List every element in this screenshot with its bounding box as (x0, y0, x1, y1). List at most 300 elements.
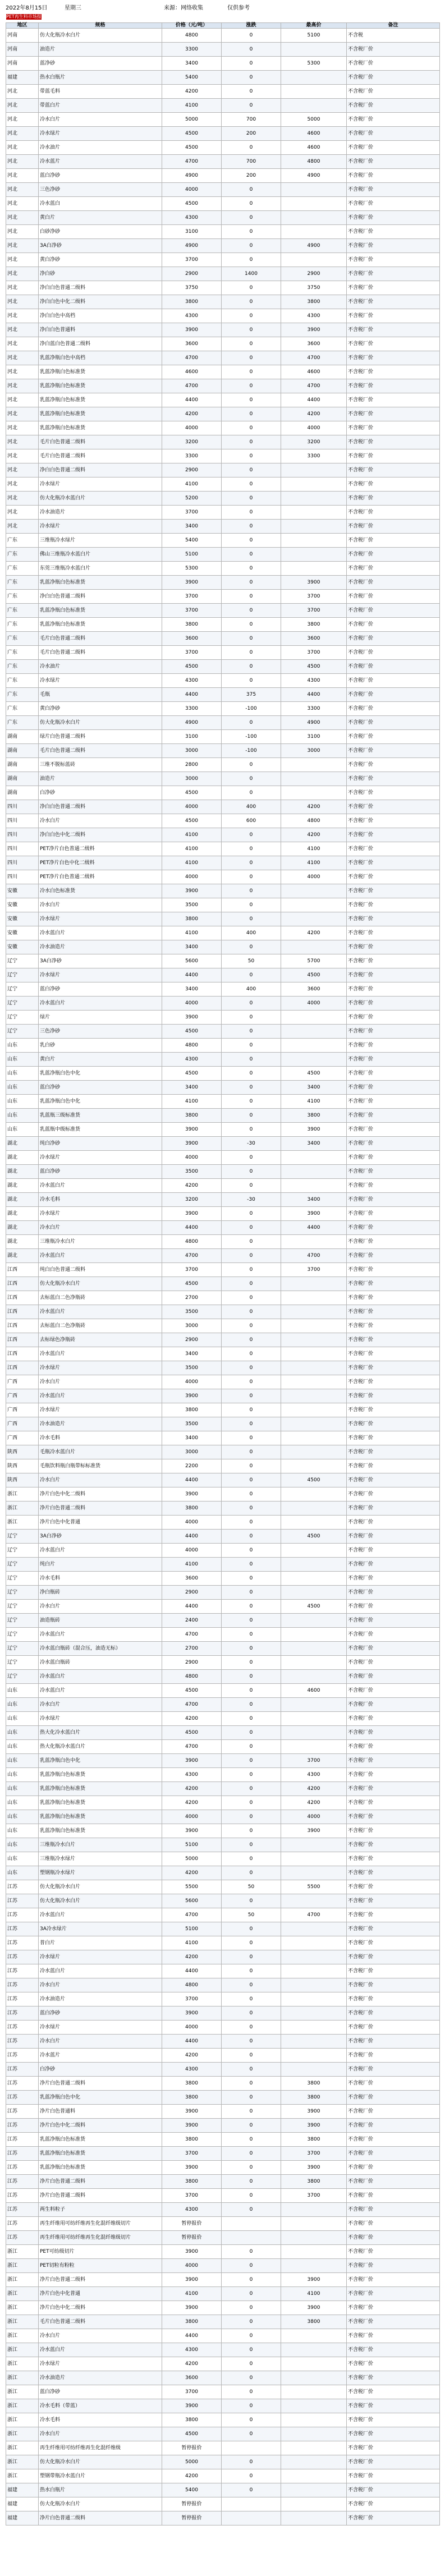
cell-spec: 乳蓝瓶三级标准货 (39, 1109, 162, 1123)
cell-remark: 不含税厂价 (347, 912, 440, 926)
cell-remark: 不含税厂价 (347, 1782, 440, 1796)
cell-spec: 油造片 (39, 772, 162, 786)
cell-spec: 乳蓝净瓶白色标准货 (39, 2147, 162, 2161)
cell-region: 安徽 (6, 940, 39, 954)
table-row (6, 2063, 440, 2077)
table-row (6, 1067, 440, 1081)
cell-max-price (281, 1053, 347, 1067)
cell-remark: 不含税厂价 (347, 898, 440, 912)
cell-spec: 蓝白净砂 (39, 169, 162, 183)
cell-max-price (281, 2441, 347, 2455)
cell-price: 4100 (162, 2287, 222, 2301)
table-row (6, 2511, 440, 2526)
cell-change: 0 (222, 1487, 281, 1501)
cell-remark: 不含税厂价 (347, 534, 440, 548)
cell-price: 4700 (162, 1908, 222, 1922)
cell-spec: 冷水白片 (39, 1221, 162, 1235)
cell-max-price (281, 2413, 347, 2427)
cell-spec: 冷水油片 (39, 660, 162, 674)
cell-change: 0 (222, 1978, 281, 1992)
cell-change: 0 (222, 1375, 281, 1389)
cell-change: 700 (222, 155, 281, 169)
cell-max-price: 4700 (281, 1249, 347, 1263)
cell-change: 0 (222, 2105, 281, 2119)
cell-region: 湖北 (6, 1179, 39, 1193)
table-row (6, 1544, 440, 1558)
cell-change: 0 (222, 1712, 281, 1726)
cell-price: 4000 (162, 800, 222, 814)
cell-price: 2400 (162, 1614, 222, 1628)
cell-region: 浙江 (6, 2329, 39, 2343)
cell-price: 3200 (162, 1193, 222, 1207)
cell-spec: 乳蓝净瓶白色标准货 (39, 2133, 162, 2147)
cell-change: 0 (222, 1852, 281, 1866)
table-row (6, 1922, 440, 1936)
cell-price: 3900 (162, 1011, 222, 1025)
cell-spec: 蓝白净砂 (39, 1081, 162, 1095)
cell-remark: 不含税厂价 (347, 1487, 440, 1501)
cell-change (222, 2511, 281, 2526)
cell-spec: 油造瓶砖 (39, 1614, 162, 1628)
table-row (6, 2399, 440, 2413)
cell-spec: 乳蓝净瓶白色标准货 (39, 576, 162, 590)
cell-region: 山东 (6, 1796, 39, 1810)
cell-max-price (281, 1572, 347, 1586)
cell-spec: 黄白净砂 (39, 702, 162, 716)
cell-price: 3700 (162, 646, 222, 660)
cell-region: 浙江 (6, 2245, 39, 2259)
cell-price: 4400 (162, 688, 222, 702)
cell-price: 3900 (162, 2161, 222, 2175)
cell-region: 辽宁 (6, 968, 39, 982)
cell-price: 3400 (162, 982, 222, 997)
cell-spec: 蓝白净砂 (39, 2006, 162, 2021)
cell-remark: 不含税厂价 (347, 407, 440, 421)
table-row (6, 1516, 440, 1530)
cell-spec: 净片白色普通二级料 (39, 2511, 162, 2526)
table-row (6, 29, 440, 43)
cell-max-price: 4000 (281, 421, 347, 435)
table-row (6, 1025, 440, 1039)
cell-region: 河北 (6, 267, 39, 281)
cell-remark: 不含税厂价 (347, 1123, 440, 1137)
cell-spec: 冷水蓝白片 (39, 1179, 162, 1193)
cell-spec: 冷水绿片 (39, 127, 162, 141)
table-row (6, 492, 440, 506)
cell-region: 福建 (6, 2511, 39, 2526)
cell-max-price (281, 1866, 347, 1880)
cell-spec: 冷水白片 (39, 2035, 162, 2049)
cell-price: 4700 (162, 351, 222, 365)
cell-region: 广东 (6, 688, 39, 702)
cell-spec: 三维瓶冷水绿片 (39, 1852, 162, 1866)
cell-change: 0 (222, 1389, 281, 1403)
cell-max-price (281, 1389, 347, 1403)
cell-change: 0 (222, 997, 281, 1011)
cell-max-price: 3700 (281, 604, 347, 618)
cell-price: 4900 (162, 169, 222, 183)
table-row (6, 295, 440, 309)
cell-spec: 净片白色中化二级料 (39, 2119, 162, 2133)
cell-remark: 不含税厂价 (347, 1586, 440, 1600)
cell-region: 江苏 (6, 1894, 39, 1908)
cell-max-price: 3700 (281, 1263, 347, 1277)
cell-max-price: 4700 (281, 351, 347, 365)
cell-spec: 乳蓝净瓶白色标准货 (39, 1824, 162, 1838)
cell-region: 山东 (6, 1768, 39, 1782)
cell-max-price (281, 2371, 347, 2385)
cell-max-price (281, 1516, 347, 1530)
cell-change: 0 (222, 477, 281, 492)
cell-remark: 不含税厂价 (347, 2273, 440, 2287)
table-row (6, 926, 440, 940)
cell-remark: 不含税厂价 (347, 1445, 440, 1459)
cell-max-price (281, 1487, 347, 1501)
cell-spec: 乳蓝净瓶白色标准货 (39, 1796, 162, 1810)
cell-spec: 冷水蓝白片 (39, 1684, 162, 1698)
table-row (6, 1193, 440, 1207)
cell-price: 2900 (162, 267, 222, 281)
cell-remark: 不含税厂价 (347, 674, 440, 688)
cell-remark: 不含税厂价 (347, 2385, 440, 2399)
cell-price: 4100 (162, 828, 222, 842)
cell-spec: 冷水绿片 (39, 2021, 162, 2035)
cell-spec: 冷水蓝白片 (39, 1628, 162, 1642)
cell-change: 0 (222, 1305, 281, 1319)
cell-remark: 不含税厂价 (347, 2203, 440, 2217)
cell-max-price: 3900 (281, 1824, 347, 1838)
cell-spec: 冷水蓝片 (39, 155, 162, 169)
cell-change: 0 (222, 870, 281, 884)
cell-remark: 不含税厂价 (347, 716, 440, 730)
table-row (6, 2441, 440, 2455)
cell-spec: 毛瓶饮料瓶白瓶带标标准货 (39, 1459, 162, 1473)
table-row (6, 2287, 440, 2301)
cell-change: 0 (222, 2385, 281, 2399)
cell-remark: 不含税厂价 (347, 1403, 440, 1417)
cell-change: 0 (222, 85, 281, 99)
cell-price: 3800 (162, 2315, 222, 2329)
cell-change: 0 (222, 1445, 281, 1459)
cell-spec: 冷水蓝白片 (39, 1670, 162, 1684)
cell-max-price (281, 2399, 347, 2413)
cell-change: 0 (222, 506, 281, 520)
cell-spec: 冷水毛料 (39, 1431, 162, 1445)
cell-price: 4500 (162, 1277, 222, 1291)
cell-max-price: 3900 (281, 1207, 347, 1221)
table-row (6, 449, 440, 463)
table-row (6, 674, 440, 688)
cell-region: 江苏 (6, 2091, 39, 2105)
cell-remark: 不含税厂价 (347, 295, 440, 309)
cell-max-price: 4200 (281, 828, 347, 842)
cell-remark: 不含税厂价 (347, 2343, 440, 2357)
cell-price: 4500 (162, 1067, 222, 1081)
cell-change: 0 (222, 1207, 281, 1221)
cell-spec: 净片白色中化二级料 (39, 1487, 162, 1501)
cell-remark: 不含税厂价 (347, 800, 440, 814)
cell-price: 4100 (162, 926, 222, 940)
cell-price: 5000 (162, 113, 222, 127)
table-row (6, 646, 440, 660)
table-row (6, 2273, 440, 2287)
cell-region: 湖南 (6, 758, 39, 772)
cell-max-price (281, 2385, 347, 2399)
cell-spec: 净片白色普通二级料 (39, 1501, 162, 1516)
cell-region: 河北 (6, 211, 39, 225)
table-row (6, 1712, 440, 1726)
cell-price: 3700 (162, 2385, 222, 2399)
cell-remark: 不含税厂价 (347, 758, 440, 772)
cell-price: 5400 (162, 2483, 222, 2497)
cell-remark: 不含税厂价 (347, 1656, 440, 1670)
cell-max-price (281, 1305, 347, 1319)
table-row (6, 2119, 440, 2133)
cell-price: 3900 (162, 1123, 222, 1137)
cell-change: 0 (222, 1838, 281, 1852)
cell-region: 河南 (6, 57, 39, 71)
table-row (6, 365, 440, 379)
cell-change: 0 (222, 1922, 281, 1936)
cell-max-price (281, 1544, 347, 1558)
cell-price: 2700 (162, 1291, 222, 1305)
table-row (6, 2301, 440, 2315)
cell-remark: 不含税厂价 (347, 1922, 440, 1936)
table-row (6, 1628, 440, 1642)
cell-region: 山东 (6, 1852, 39, 1866)
cell-change: 0 (222, 1600, 281, 1614)
cell-spec: 冷水白片 (39, 113, 162, 127)
cell-price: 3400 (162, 1431, 222, 1445)
cell-remark: 不含税厂价 (347, 1459, 440, 1473)
cell-remark: 不含税厂价 (347, 632, 440, 646)
cell-max-price (281, 2021, 347, 2035)
cell-region: 广西 (6, 1431, 39, 1445)
cell-max-price: 3900 (281, 2119, 347, 2133)
cell-region: 河北 (6, 239, 39, 253)
cell-max-price (281, 758, 347, 772)
cell-region: 山东 (6, 1081, 39, 1095)
cell-spec: 净白瓶砖 (39, 1586, 162, 1600)
cell-price: 3900 (162, 1389, 222, 1403)
cell-remark: 不含税厂价 (347, 1151, 440, 1165)
cell-region: 广东 (6, 716, 39, 730)
cell-region: 河北 (6, 99, 39, 113)
cell-spec: 纯白净砂 (39, 1137, 162, 1151)
cell-price: 5300 (162, 562, 222, 576)
cell-region: 湖北 (6, 1137, 39, 1151)
table-row (6, 351, 440, 365)
cell-spec: 净白白色普通料 (39, 323, 162, 337)
cell-price: 暂停报价 (162, 2231, 222, 2245)
cell-spec: 净片白色中化普通 (39, 2287, 162, 2301)
cell-price: 4900 (162, 716, 222, 730)
cell-remark: 不含税厂价 (347, 71, 440, 85)
cell-change: 0 (222, 1151, 281, 1165)
cell-max-price: 3700 (281, 646, 347, 660)
cell-price: 3000 (162, 744, 222, 758)
cell-spec: 净白砂 (39, 267, 162, 281)
cell-spec: 乳蓝净瓶白色标准货 (39, 407, 162, 421)
cell-price: 3800 (162, 2413, 222, 2427)
cell-change (222, 2217, 281, 2231)
cell-max-price (281, 898, 347, 912)
cell-max-price (281, 1375, 347, 1389)
cell-max-price: 2900 (281, 267, 347, 281)
cell-max-price (281, 2006, 347, 2021)
cell-max-price (281, 2511, 347, 2526)
cell-region: 江西 (6, 1263, 39, 1277)
cell-max-price: 3800 (281, 295, 347, 309)
cell-region: 湖北 (6, 1249, 39, 1263)
cell-max-price: 5000 (281, 113, 347, 127)
cell-change: 0 (222, 435, 281, 449)
table-row (6, 1614, 440, 1628)
cell-max-price: 3700 (281, 590, 347, 604)
cell-max-price (281, 183, 347, 197)
table-row (6, 660, 440, 674)
cell-max-price (281, 1361, 347, 1375)
cell-change: 0 (222, 1081, 281, 1095)
table-row (6, 856, 440, 870)
table-row (6, 1039, 440, 1053)
cell-price: 4300 (162, 2063, 222, 2077)
cell-max-price (281, 1992, 347, 2006)
cell-price: 4600 (162, 365, 222, 379)
cell-change: 400 (222, 800, 281, 814)
cell-max-price: 3750 (281, 281, 347, 295)
cell-price: 4000 (162, 1151, 222, 1165)
cell-remark: 不含税厂价 (347, 940, 440, 954)
cell-max-price (281, 506, 347, 520)
cell-max-price: 4700 (281, 379, 347, 393)
cell-price: 3400 (162, 1081, 222, 1095)
table-row (6, 1249, 440, 1263)
cell-spec: 冷水蓝白片 (39, 1347, 162, 1361)
cell-spec: 冷水绿片 (39, 2357, 162, 2371)
table-row (6, 2021, 440, 2035)
cell-price: 3700 (162, 590, 222, 604)
cell-remark: 不含税厂价 (347, 1642, 440, 1656)
cell-max-price (281, 1642, 347, 1656)
cell-spec: 毛片白色普通二级料 (39, 435, 162, 449)
cell-spec: 冷水蓝白片 (39, 1964, 162, 1978)
cell-remark: 不含税厂价 (347, 2077, 440, 2091)
cell-spec: 三色净砂 (39, 183, 162, 197)
cell-price: 3400 (162, 940, 222, 954)
cell-price: 4700 (162, 155, 222, 169)
cell-max-price: 4900 (281, 716, 347, 730)
cell-price: 4200 (162, 1712, 222, 1726)
cell-region: 河北 (6, 421, 39, 435)
cell-remark: 不含税厂价 (347, 562, 440, 576)
cell-change: 0 (222, 1656, 281, 1670)
cell-change: 0 (222, 2455, 281, 2469)
cell-remark: 不含税厂价 (347, 1726, 440, 1740)
cell-price: 3500 (162, 1361, 222, 1375)
cell-spec: 三维瓶冷水绿片 (39, 534, 162, 548)
cell-remark: 不含税厂价 (347, 744, 440, 758)
cell-price: 4200 (162, 2049, 222, 2063)
cell-change: 0 (222, 1095, 281, 1109)
cell-remark: 不含税厂价 (347, 2483, 440, 2497)
cell-spec: 净片白色普通二级料 (39, 2077, 162, 2091)
table-row (6, 1782, 440, 1796)
table-row (6, 688, 440, 702)
cell-spec: 冷水蓝白瓶砖（混合压，油造无标） (39, 1642, 162, 1656)
cell-region: 四川 (6, 828, 39, 842)
cell-remark: 不含税厂价 (347, 1908, 440, 1922)
cell-spec: PET净片白色中化二级料 (39, 856, 162, 870)
cell-spec: 冷水绿片 (39, 968, 162, 982)
cell-max-price: 3400 (281, 1081, 347, 1095)
cell-max-price (281, 1726, 347, 1740)
table-row (6, 912, 440, 926)
table-row (6, 1431, 440, 1445)
cell-price: 4000 (162, 1375, 222, 1389)
cell-remark: 不含税厂价 (347, 155, 440, 169)
cell-region: 辽宁 (6, 1642, 39, 1656)
cell-max-price (281, 43, 347, 57)
cell-max-price (281, 1894, 347, 1908)
cell-region: 广东 (6, 674, 39, 688)
cell-price: 4300 (162, 309, 222, 323)
cell-price: 3800 (162, 2077, 222, 2091)
cell-change: 0 (222, 548, 281, 562)
cell-remark: 不含税厂价 (347, 2147, 440, 2161)
cell-remark: 不含税厂价 (347, 477, 440, 492)
cell-region: 四川 (6, 856, 39, 870)
cell-region: 辽宁 (6, 954, 39, 968)
cell-change: 0 (222, 99, 281, 113)
cell-remark: 不含税厂价 (347, 968, 440, 982)
table-row (6, 982, 440, 997)
report-weekday: 星期三 (65, 5, 81, 11)
cell-region: 山东 (6, 1039, 39, 1053)
cell-spec: 毛片白色普通二级料 (39, 2315, 162, 2329)
table-row (6, 1501, 440, 1516)
cell-region: 河北 (6, 253, 39, 267)
cell-spec: 乳蓝净瓶白色标准货 (39, 421, 162, 435)
cell-region: 浙江 (6, 2427, 39, 2441)
cell-change: 0 (222, 1796, 281, 1810)
table-row (6, 253, 440, 267)
cell-region: 河北 (6, 393, 39, 407)
table-row (6, 2217, 440, 2231)
cell-spec: 冷水蓝白片 (39, 2343, 162, 2357)
cell-spec: 去标绿色净瓶砖 (39, 1333, 162, 1347)
table-row (6, 618, 440, 632)
cell-price: 3800 (162, 912, 222, 926)
cell-remark: 不含税厂价 (347, 2006, 440, 2021)
cell-max-price: 5300 (281, 57, 347, 71)
cell-max-price (281, 1670, 347, 1684)
cell-change: 0 (222, 2119, 281, 2133)
report-source: 来源：网络收集 (164, 5, 203, 11)
cell-spec: 净白白色中化二级料 (39, 295, 162, 309)
cell-region: 江苏 (6, 2147, 39, 2161)
cell-remark: 不含税厂价 (347, 2427, 440, 2441)
cell-region: 江西 (6, 1305, 39, 1319)
cell-change: 1400 (222, 267, 281, 281)
cell-max-price (281, 1740, 347, 1754)
cell-change: 0 (222, 842, 281, 856)
table-row (6, 309, 440, 323)
cell-remark: 不含税厂价 (347, 1249, 440, 1263)
cell-max-price: 5100 (281, 29, 347, 43)
table-row (6, 99, 440, 113)
cell-change: 0 (222, 323, 281, 337)
